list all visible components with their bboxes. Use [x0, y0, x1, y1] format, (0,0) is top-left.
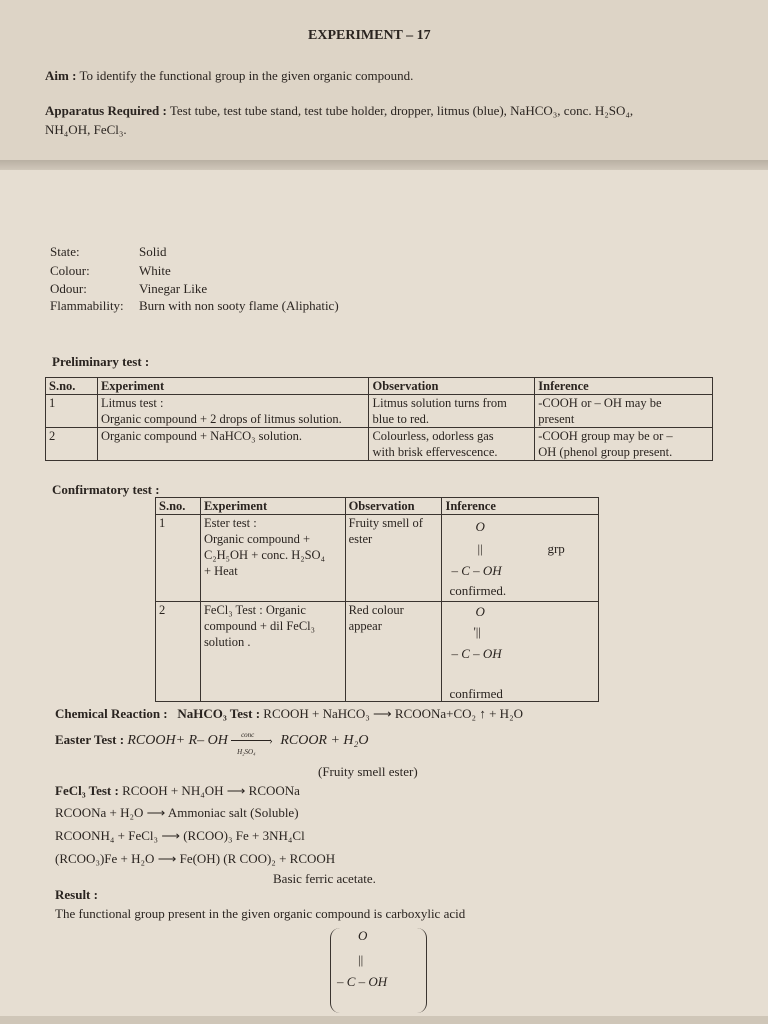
arrow-condition-bottom: H₂SO₄: [237, 748, 256, 757]
observation-cell: [369, 395, 535, 428]
preliminary-table: [45, 377, 713, 461]
observation-line: blue to red.: [372, 412, 430, 426]
carboxyl-chain: – C – OH: [337, 974, 388, 989]
reaction-line: RCOONH₄ + FeCl₃ ⟶ (RCOO)₃ Fe + 3NH₄Cl: [55, 828, 305, 843]
column-header: Observation: [345, 498, 442, 515]
easter-label: Easter Test :: [55, 732, 125, 747]
experiment-line: C₂H₅OH + conc. H₂SO₄: [203, 548, 325, 562]
reaction-line: RCOONa + H₂O ⟶ Ammoniac salt (Soluble): [55, 805, 299, 820]
apparatus-line: [45, 103, 633, 119]
nahco3-label: NaHCO₃ Test :: [177, 706, 261, 721]
experiment-line: solution .: [203, 635, 251, 649]
carboxyl-chain: – C – OH: [451, 563, 502, 578]
easter-reactants: RCOOH+ R– OH: [127, 733, 228, 748]
confirmatory-table: [155, 497, 599, 702]
column-header: S.no.: [46, 378, 98, 395]
experiment-line: Organic compound + 2 drops of litmus solution.: [100, 412, 342, 426]
preliminary-heading: Preliminary test :: [52, 354, 150, 369]
double-bond: ||: [477, 541, 483, 556]
inference-line: present: [538, 412, 575, 426]
property-value: Solid: [139, 244, 167, 259]
inference-cell: [535, 395, 713, 428]
column-header: Observation: [369, 378, 535, 395]
property-value: Vinegar Like: [139, 281, 208, 296]
double-bond: '||: [473, 624, 482, 639]
inference-cell: [442, 515, 599, 602]
inference-cell: [535, 428, 713, 461]
aim-text: To identify the functional group in the given organic compound.: [79, 68, 414, 83]
table-row: [156, 602, 599, 702]
inference-line: -COOH group may be or –: [538, 429, 673, 443]
property-value: Burn with non sooty flame (Aliphatic): [139, 298, 339, 313]
apparatus-text-2: NH₄OH, FeCl₃.: [45, 122, 127, 137]
table-header-row: [46, 378, 713, 395]
observation-line: appear: [348, 619, 382, 633]
property-key: Colour:: [50, 263, 90, 278]
aim-label: Aim :: [45, 68, 77, 83]
arrow-head-icon: ›: [269, 735, 273, 748]
sno-cell: 1: [46, 395, 98, 428]
easter-reaction: [55, 731, 369, 757]
observation-line: with brisk effervescence.: [372, 445, 498, 459]
observation-line: Fruity smell of: [348, 516, 423, 530]
column-header: S.no.: [156, 498, 201, 515]
apparatus-label: Apparatus Required :: [45, 103, 167, 118]
experiment-line: Litmus test :: [100, 396, 164, 410]
group-abbrev: grp: [547, 541, 565, 556]
table-row: [46, 395, 713, 428]
observation-line: Red colour: [348, 603, 404, 617]
carboxyl-structure: [445, 515, 595, 601]
arrow-shaft: [231, 740, 271, 741]
observation-line: Litmus solution turns from: [372, 396, 507, 410]
inference-line: OH (phenol group present.: [538, 445, 673, 459]
inference-status: confirmed.: [449, 583, 507, 598]
reaction-note: Basic ferric acetate.: [273, 871, 376, 886]
carboxyl-structure: [445, 602, 595, 701]
reaction-heading: Chemical Reaction :: [55, 706, 168, 721]
nahco3-equation: RCOOH + NaHCO₃ ⟶ RCOONa+CO₂ ↑ + H₂O: [263, 706, 523, 721]
sno-cell: 2: [156, 602, 201, 702]
sno-cell: 2: [46, 428, 98, 461]
result-text: The functional group present in the given organic compound is carboxylic acid: [55, 906, 466, 921]
experiment-line: Ester test :: [203, 516, 257, 530]
confirmatory-heading: Confirmatory test :: [52, 482, 160, 497]
experiment-cell: Organic compound + NaHCO₃ solution.: [97, 428, 369, 461]
easter-note: (Fruity smell ester): [318, 764, 418, 779]
carboxyl-chain: – C – OH: [451, 646, 502, 661]
bottom-sheet-edge: [0, 1016, 768, 1024]
column-header: Experiment: [200, 498, 345, 515]
fecl3-label: FeCl₃ Test :: [55, 783, 119, 798]
result-heading: Result :: [55, 887, 98, 902]
observation-line: Colourless, odorless gas: [372, 429, 494, 443]
oxygen-atom: O: [475, 519, 485, 534]
aim-line: [45, 68, 413, 84]
result-structure: [330, 928, 427, 1013]
fecl3-equation: RCOOH + NH₄OH ⟶ RCOONa: [122, 783, 300, 798]
arrow-condition-top: conc: [241, 731, 255, 740]
property-key: State:: [50, 244, 80, 259]
property-key: Flammability:: [50, 298, 124, 313]
experiment-line: Organic compound +: [203, 532, 311, 546]
top-sheet: [0, 0, 768, 168]
reaction-line: (RCOO₃)Fe + H₂O ⟶ Fe(OH) (R COO)₂ + RCOOH: [55, 851, 336, 866]
property-value: White: [139, 263, 171, 278]
experiment-cell: [200, 602, 345, 702]
sno-cell: 1: [156, 515, 201, 602]
inference-cell: [442, 602, 599, 702]
double-bond: ||: [358, 952, 364, 967]
easter-products: RCOOR + H₂O: [280, 733, 369, 748]
apparatus-text: Test tube, test tube stand, test tube holder, dropper, litmus (blue), NaHCO₃, conc. H₂SO₄,: [169, 103, 634, 118]
experiment-cell: [200, 515, 345, 602]
experiment-line: FeCl₃ Test : Organic: [203, 603, 306, 617]
table-header-row: [156, 498, 599, 515]
experiment-line: + Heat: [203, 564, 238, 578]
observation-cell: [345, 515, 442, 602]
inference-line: -COOH or – OH may be: [538, 396, 662, 410]
oxygen-atom: O: [358, 928, 368, 943]
experiment-cell: [97, 395, 369, 428]
inference-status: confirmed: [449, 686, 503, 701]
column-header: Experiment: [97, 378, 369, 395]
table-row: [46, 428, 713, 461]
page-title: EXPERIMENT – 17: [308, 28, 431, 43]
oxygen-atom: O: [475, 604, 485, 619]
observation-cell: [369, 428, 535, 461]
column-header: Inference: [535, 378, 713, 395]
property-key: Odour:: [50, 281, 87, 296]
reaction-arrow: [231, 731, 277, 757]
observation-cell: [345, 602, 442, 702]
observation-line: ester: [348, 532, 373, 546]
experiment-line: compound + dil FeCl₃: [203, 619, 315, 633]
table-row: [156, 515, 599, 602]
column-header: Inference: [442, 498, 599, 515]
fecl3-reaction: [55, 783, 300, 799]
nahco3-reaction: [55, 706, 523, 722]
